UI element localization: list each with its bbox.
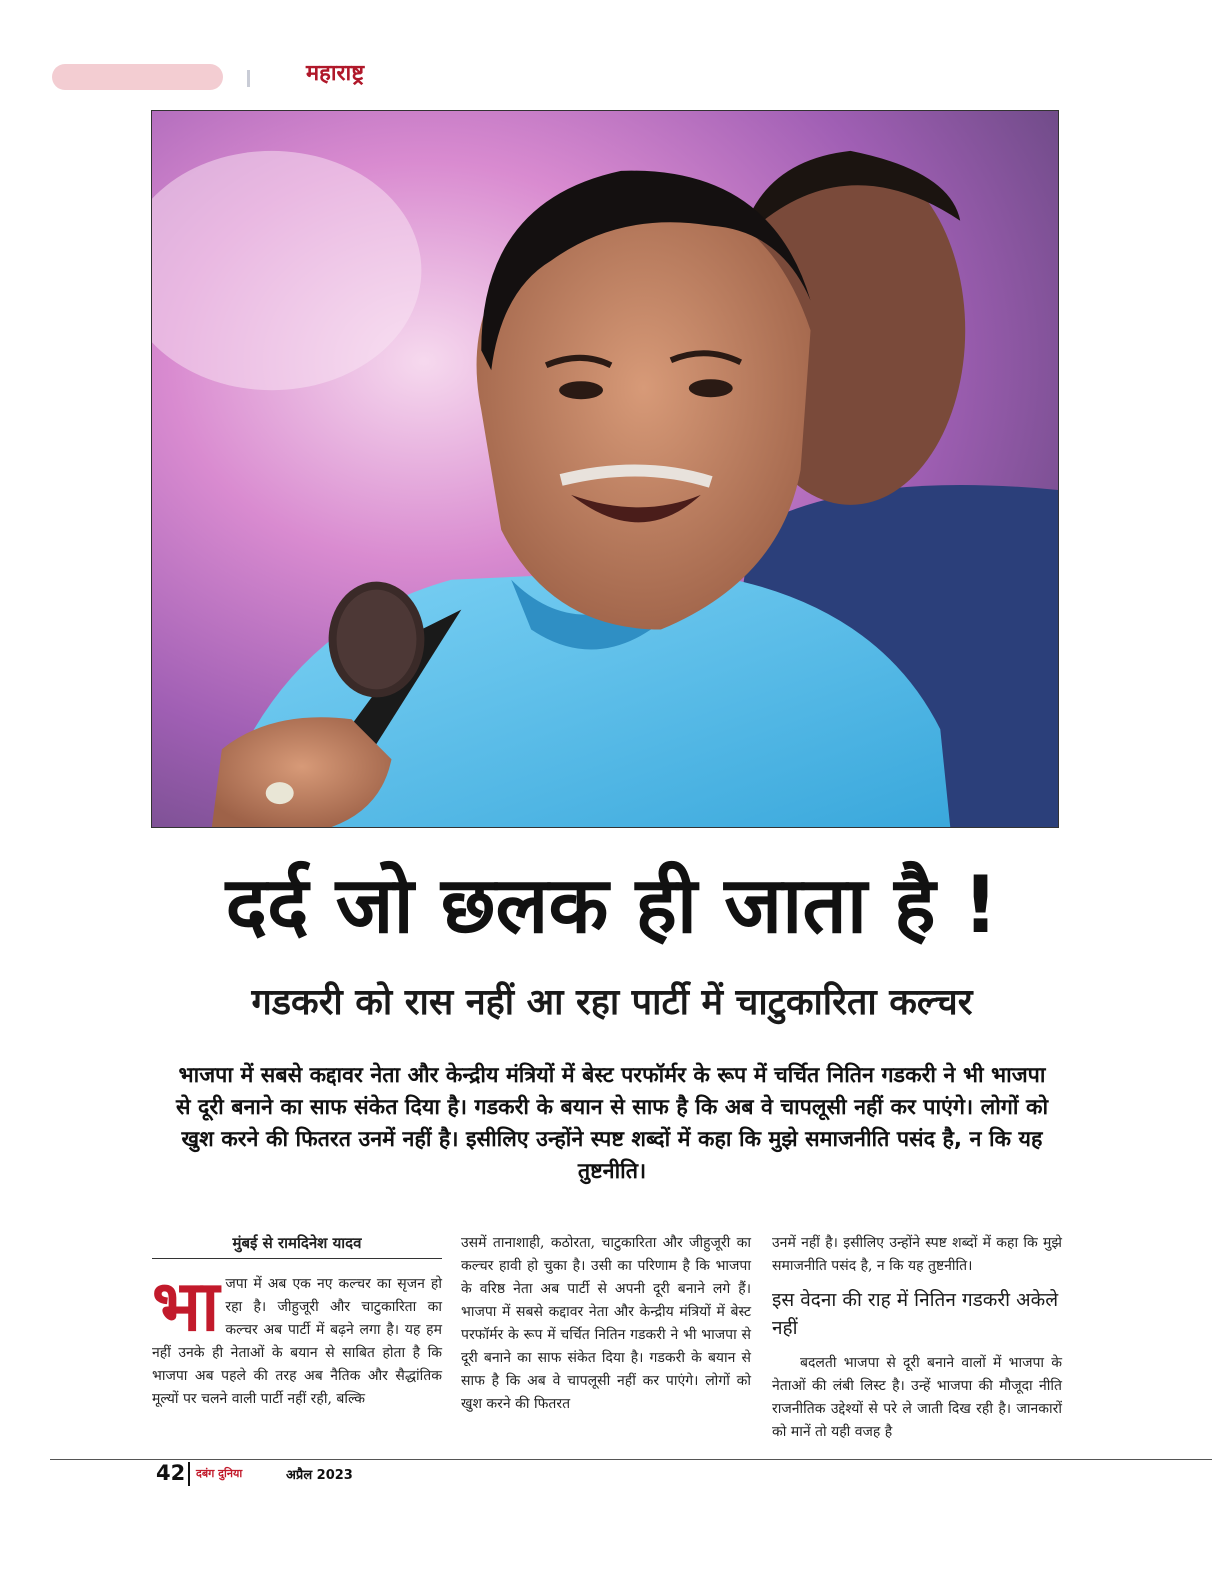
magazine-logo: दबंग दुनिया bbox=[196, 1467, 243, 1480]
article-subheading: इस वेदना की राह में नितिन गडकरी अकेले नहीं bbox=[772, 1289, 1059, 1339]
header-pill bbox=[52, 64, 223, 90]
article-column-2 bbox=[461, 1232, 751, 1416]
footer-rule bbox=[50, 1459, 1212, 1460]
issue-date: अप्रैल 2023 bbox=[286, 1468, 353, 1483]
article-column-1 bbox=[152, 1232, 442, 1411]
headline: दर्द जो छलक ही जाता है ! bbox=[225, 861, 999, 951]
column-3-top-text: उनमें नहीं है। इसीलिए उन्होंने स्पष्ट शब्दों में कहा कि मुझे समाजनीति पसंद है, न कि यह तुष्टनीति। bbox=[772, 1235, 1062, 1274]
section-label: महाराष्ट्र bbox=[306, 61, 365, 86]
page-number: 42 bbox=[156, 1461, 186, 1485]
header-divider bbox=[247, 70, 250, 87]
byline: मुंबई से रामदिनेश यादव bbox=[152, 1232, 442, 1259]
lead-photo bbox=[151, 110, 1059, 828]
intro-paragraph: भाजपा में सबसे कद्दावर नेता और केन्द्रीय मंत्रियों में बेस्ट परफॉर्मर के रूप में चर्चित नितिन गडकरी ने भी भाजपा से दूरी बनाने का साफ संकेत दिया है। गडकरी के बयान से साफ है कि अब वे चापलूसी नहीं कर पाएंगे। लोगों को खुश करने की फितरत उनमें नहीं है। इसीलिए उन्होंने स्पष्ट शब्दों में कहा कि मुझे समाजनीति पसंद है, न कि यह तुष्टनीति। bbox=[175, 1063, 1049, 1184]
footer-divider bbox=[188, 1462, 190, 1486]
subheadline: गडकरी को रास नहीं आ रहा पार्टी में चाटुकारिता कल्चर bbox=[251, 982, 973, 1023]
column-2-text: उसमें तानाशाही, कठोरता, चाटुकारिता और जीहुजूरी का कल्चर हावी हो चुका है। उसी का परिणाम है कि भाजपा के वरिष्ठ नेता अब पार्टी से अपनी दूरी बनाने लगे हैं। भाजपा में सबसे कद्दावर नेता और केन्द्रीय मंत्रियों में बेस्ट परफॉर्मर के रूप में चर्चित नितिन गडकरी ने भी भाजपा से दूरी बनाने का साफ संकेत दिया है। गडकरी के बयान से साफ है कि अब वे चापलूसी नहीं कर पाएंगे। लोगों को खुश करने की फितरत bbox=[461, 1235, 751, 1412]
column-1-text: जपा में अब एक नए कल्चर का सृजन हो रहा है। जीहुजूरी और चाटुकारिता का कल्चर अब पार्टी में बढ़ने लगा है। यह हम नहीं उनके ही नेताओं के बयान से साबित होता है कि भाजपा अब पहले की तरह अब नैतिक और सैद्धांतिक मूल्यों पर चलने वाली पार्टी नहीं रही, बल्कि bbox=[152, 1276, 442, 1407]
speaker-photo-illustration bbox=[152, 111, 1058, 827]
article-column-3 bbox=[772, 1232, 1062, 1444]
drop-cap: भा bbox=[152, 1265, 220, 1347]
column-3-bottom-text: बदलती भाजपा से दूरी बनाने वालों में भाजपा के नेताओं की लंबी लिस्ट है। उन्हें भाजपा की मौजूदा नीति राजनीतिक उद्देश्यों से परे ले जाती दिख रही है। जानकारों को मानें तो यही वजह है bbox=[772, 1355, 1062, 1440]
